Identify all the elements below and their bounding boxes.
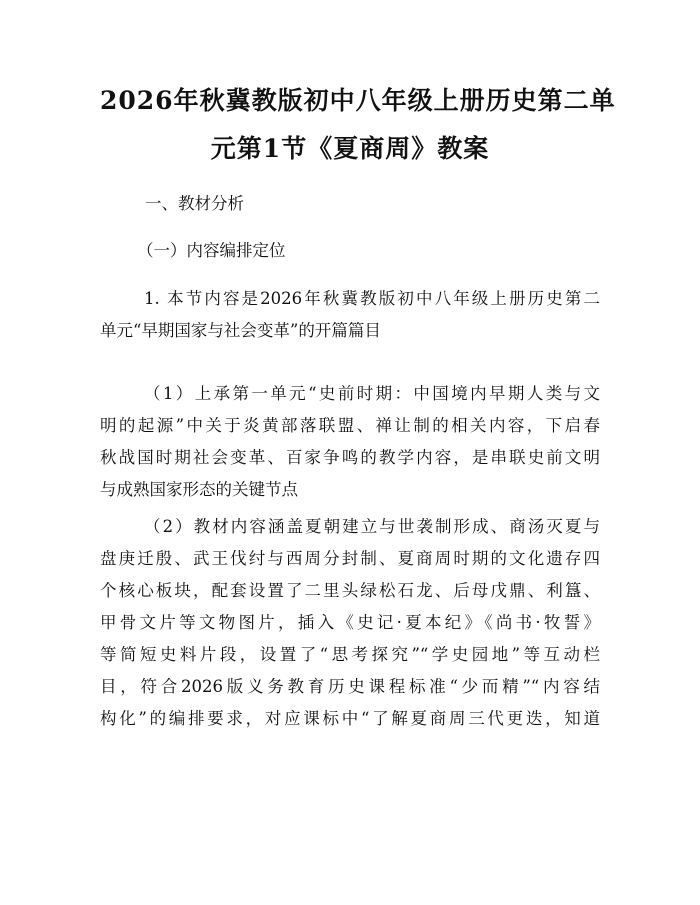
paragraph-line: 个核心板块，配套设置了二里头绿松石龙、后母戊鼎、利簋、 [100,581,600,600]
paragraph-line: 目，符合2026版义务教育历史课程标准“少而精”“内容结 [100,677,600,696]
paragraph-3 [100,511,600,735]
paragraph-line: 与成熟国家形态的关键节点 [100,480,298,499]
paragraph-2 [100,378,600,506]
paragraph-line: （2）教材内容涵盖夏朝建立与世袭制形成、商汤灭夏与 [144,517,600,536]
paragraph-line: 明的起源”中关于炎黄部落联盟、禅让制的相关内容，下启春 [100,416,600,435]
paragraph-line: 秋战国时期社会变革、百家争鸣的教学内容，是串联史前文明 [100,448,600,467]
paragraph-line: （1）上承第一单元“史前时期：中国境内早期人类与文 [144,384,600,403]
paragraph-1 [100,283,600,347]
subsection-heading: （一）内容编排定位 [137,241,286,260]
paragraph-line: 盘庚迁殷、武王伐纣与西周分封制、夏商周时期的文化遗存四 [100,549,600,568]
paragraph-line: 构化”的编排要求，对应课标中“了解夏商周三代更迭，知道 [100,709,600,728]
document-title-line-2: 元第1节《夏商周》教案 [210,134,490,163]
paragraph-line: 1. 本节内容是2026年秋冀教版初中八年级上册历史第二 [144,289,600,308]
section-heading: 一、教材分析 [145,194,244,213]
paragraph-line: 甲骨文片等文物图片，插入《史记·夏本纪》《尚书·牧誓》 [100,613,600,632]
paragraph-line: 等简短史料片段，设置了“思考探究”“学史园地”等互动栏 [100,645,600,664]
paragraph-line: 单元“早期国家与社会变革”的开篇篇目 [100,321,381,340]
document-title-line-1: 2026年秋冀教版初中八年级上册历史第二单 [100,86,616,115]
